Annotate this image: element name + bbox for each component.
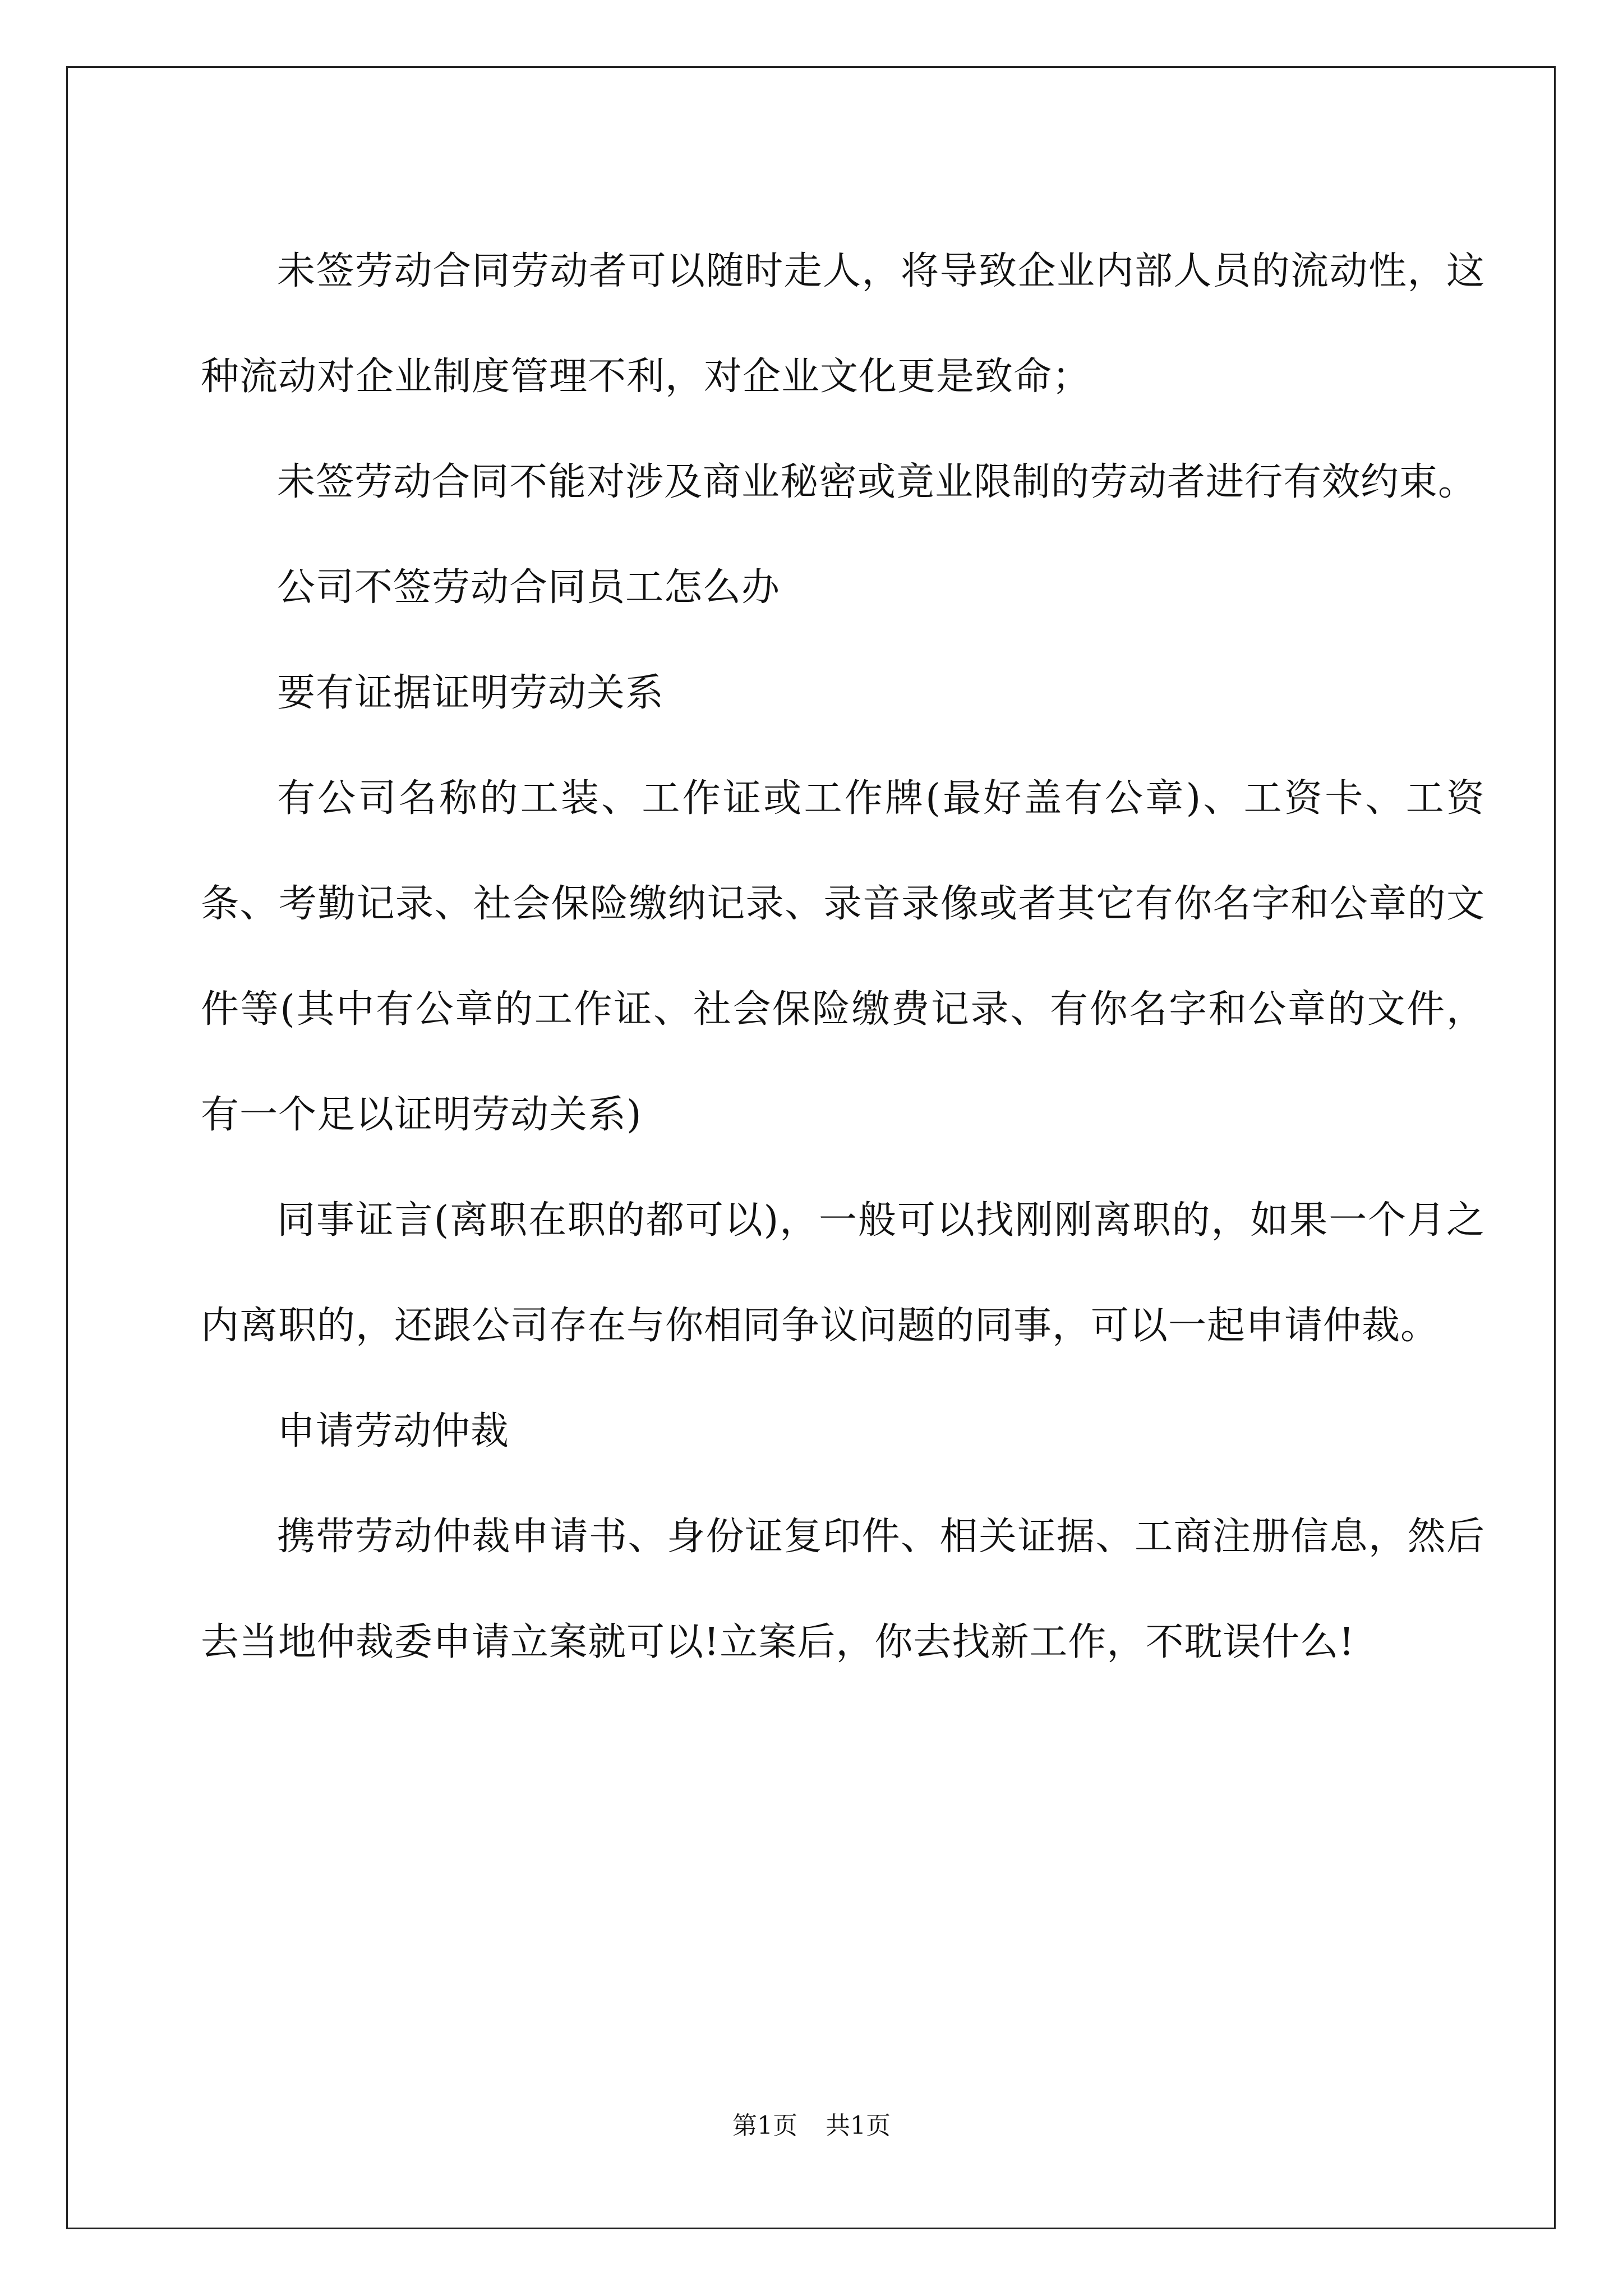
- page-footer: [0, 2109, 1623, 2143]
- paragraph: 有公司名称的工装、工作证或工作牌(最好盖有公章)、工资卡、工资条、考勤记录、社会保险缴纳记录、录音录像或者其它有你名字和公章的文件等(其中有公章的工作证、社会保险缴费记录、有你名字和公章的文件，有一个足以证明劳动关系): [201, 776, 1485, 1137]
- page-number-current: 第1页: [732, 2111, 797, 2140]
- document-body: [201, 219, 1485, 1695]
- paragraph: 未签劳动合同不能对涉及商业秘密或竟业限制的劳动者进行有效约束。: [277, 460, 1477, 504]
- page-number-total: 共1页: [826, 2111, 891, 2140]
- section-heading: 申请劳动仲裁: [277, 1409, 510, 1453]
- section-heading: 要有证据证明劳动关系: [277, 671, 665, 715]
- paragraph: 携带劳动仲裁申请书、身份证复印件、相关证据、工商注册信息，然后去当地仲裁委申请立案就可以!立案后，你去找新工作，不耽误什么!: [201, 1515, 1485, 1664]
- section-heading: 公司不签劳动合同员工怎么办: [277, 565, 781, 610]
- paragraph: 同事证言(离职在职的都可以)，一般可以找刚刚离职的，如果一个月之内离职的，还跟公司存在与你相同争议问题的同事，可以一起申请仲裁。: [201, 1198, 1485, 1348]
- paragraph: 未签劳动合同劳动者可以随时走人，将导致企业内部人员的流动性，这种流动对企业制度管理不利，对企业文化更是致命；: [201, 249, 1485, 399]
